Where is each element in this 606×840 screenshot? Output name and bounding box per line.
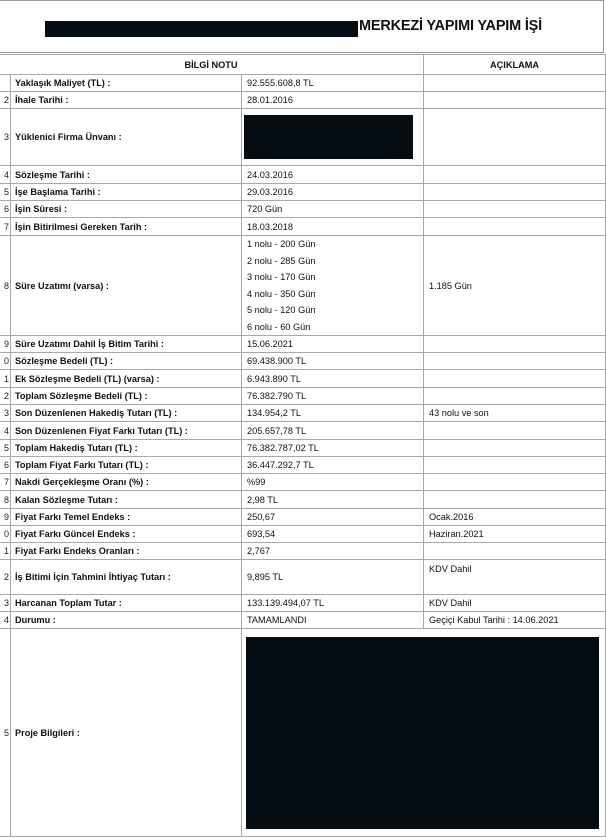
row-value: [242, 109, 424, 166]
extension-item: 3 nolu - 170 Gün: [247, 272, 316, 282]
row-number: 0: [0, 353, 11, 370]
row-note: KDV Dahil: [424, 595, 606, 612]
row-number: 9: [0, 336, 11, 353]
row-value: 133.139.494,07 TL: [242, 595, 424, 612]
row-note: KDV Dahil: [424, 560, 606, 595]
row-label: İşin Bitirilmesi Gereken Tarih :: [11, 218, 242, 236]
row-number: 7: [0, 474, 11, 491]
table-row: [0, 474, 606, 491]
table-row: [0, 422, 606, 440]
row-number: 8: [0, 236, 11, 336]
row-note: [424, 353, 606, 370]
row-number: 1: [0, 370, 11, 388]
row-number: 2: [0, 92, 11, 109]
table-row: [0, 388, 606, 405]
info-table: [0, 54, 606, 837]
row-number: 2: [0, 560, 11, 595]
row-note: [424, 201, 606, 218]
row-note: [424, 370, 606, 388]
redacted-block: [244, 115, 413, 159]
table-row: [0, 509, 606, 526]
title-box: [0, 0, 604, 53]
row-note: [424, 184, 606, 201]
row-value: 9,895 TL: [242, 560, 424, 595]
table-row: [0, 353, 606, 370]
redacted-block: [45, 21, 358, 37]
table-row: [0, 526, 606, 543]
extension-item: 1 nolu - 200 Gün: [247, 239, 316, 249]
table-row: [0, 201, 606, 218]
row-note: Geçiçi Kabul Tarihi : 14.06.2021: [424, 612, 606, 629]
row-number: 6: [0, 201, 11, 218]
row-number: 5: [0, 184, 11, 201]
row-number: 4: [0, 422, 11, 440]
table-row: [0, 629, 606, 837]
table-row: [0, 440, 606, 457]
row-number: 4: [0, 612, 11, 629]
row-label: Süre Uzatımı (varsa) :: [11, 236, 242, 336]
row-note: [424, 92, 606, 109]
row-value: 29.03.2016: [242, 184, 424, 201]
row-note: 1.185 Gün: [424, 236, 606, 336]
row-label: Yaklaşık Maliyet (TL) :: [11, 75, 242, 92]
table-row: [0, 336, 606, 353]
row-label: Proje Bilgileri :: [11, 629, 242, 837]
row-value: 134.954,2 TL: [242, 405, 424, 422]
extension-item: 2 nolu - 285 Gün: [247, 255, 316, 266]
table-row: [0, 405, 606, 422]
row-label: Durumu :: [11, 612, 242, 629]
row-label: Ek Sözleşme Bedeli (TL) (varsa) :: [11, 370, 242, 388]
row-value: 92.555.608,8 TL: [242, 75, 424, 92]
row-label: Sözleşme Bedeli (TL) :: [11, 353, 242, 370]
row-number: 3: [0, 405, 11, 422]
table-row: [0, 218, 606, 236]
row-note: [424, 422, 606, 440]
row-note: 43 nolu ve son: [424, 405, 606, 422]
row-label: İş Bitimi İçin Tahmini İhtiyaç Tutarı :: [11, 560, 242, 595]
row-number: 3: [0, 595, 11, 612]
row-number: 2: [0, 388, 11, 405]
row-label: Son Düzenlenen Fiyat Farkı Tutarı (TL) :: [11, 422, 242, 440]
table-row: [0, 560, 606, 595]
row-value: 36.447.292,7 TL: [242, 457, 424, 474]
row-note: [424, 75, 606, 92]
row-label: Süre Uzatımı Dahil İş Bitim Tarihi :: [11, 336, 242, 353]
row-note: [424, 457, 606, 474]
row-label: Toplam Fiyat Farkı Tutarı (TL) :: [11, 457, 242, 474]
table-row: [0, 75, 606, 92]
row-label: İşin Süresi :: [11, 201, 242, 218]
row-value: 76.382.790 TL: [242, 388, 424, 405]
row-number: 5: [0, 629, 11, 837]
row-label: İhale Tarihi :: [11, 92, 242, 109]
row-label: Fiyat Farkı Temel Endeks :: [11, 509, 242, 526]
row-value: 720 Gün: [242, 201, 424, 218]
row-label: Toplam Hakediş Tutarı (TL) :: [11, 440, 242, 457]
row-value: 15.06.2021: [242, 336, 424, 353]
row-number: 6: [0, 457, 11, 474]
table-row: [0, 491, 606, 509]
extension-item: 5 nolu - 120 Gün: [247, 305, 316, 315]
table-row: [0, 595, 606, 612]
row-label: Fiyat Farkı Endeks Oranları :: [11, 543, 242, 560]
row-number: 5: [0, 440, 11, 457]
row-note: Ocak.2016: [424, 509, 606, 526]
table-row: [0, 92, 606, 109]
project-info-area: [242, 629, 606, 837]
row-label: Sözleşme Tarihi :: [11, 166, 242, 184]
row-number: 0: [0, 526, 11, 543]
row-value: 250,67: [242, 509, 424, 526]
row-number: 8: [0, 491, 11, 509]
row-note: [424, 218, 606, 236]
table-row: [0, 457, 606, 474]
row-number: 4: [0, 166, 11, 184]
header-info: BİLGİ NOTU: [0, 55, 424, 75]
row-note: [424, 336, 606, 353]
table-row: [0, 166, 606, 184]
table-row: [0, 543, 606, 560]
header-row: [0, 55, 606, 75]
row-value: 28.01.2016: [242, 92, 424, 109]
row-value: 69.438.900 TL: [242, 353, 424, 370]
row-note: [424, 166, 606, 184]
header-note: AÇIKLAMA: [424, 55, 606, 75]
row-note: [424, 440, 606, 457]
row-note: [424, 109, 606, 166]
extension-item: 4 nolu - 350 Gün: [247, 288, 316, 299]
row-value: 76.382.787,02 TL: [242, 440, 424, 457]
document-title: MERKEZİ YAPIMI YAPIM İŞİ: [359, 18, 542, 34]
redacted-block: [246, 637, 599, 829]
extension-list: [242, 236, 424, 336]
row-number: 1: [0, 543, 11, 560]
row-value: 6.943.890 TL: [242, 370, 424, 388]
row-note: Haziran.2021: [424, 526, 606, 543]
row-label: Toplam Sözleşme Bedeli (TL) :: [11, 388, 242, 405]
row-note: [424, 474, 606, 491]
row-note: [424, 491, 606, 509]
row-number: 9: [0, 509, 11, 526]
row-number: 3: [0, 109, 11, 166]
row-value: 2,767: [242, 543, 424, 560]
row-label: Nakdi Gerçekleşme Oranı (%) :: [11, 474, 242, 491]
row-number: [0, 75, 11, 92]
table-row: [0, 184, 606, 201]
table-row: [0, 370, 606, 388]
table-row: [0, 236, 606, 336]
table-row: [0, 109, 606, 166]
row-value: 693,54: [242, 526, 424, 543]
row-number: 7: [0, 218, 11, 236]
row-value: 24.03.2016: [242, 166, 424, 184]
row-value: %99: [242, 474, 424, 491]
extension-item: 6 nolu - 60 Gün: [247, 321, 311, 332]
row-value: TAMAMLANDI: [242, 612, 424, 629]
row-label: Son Düzenlenen Hakediş Tutarı (TL) :: [11, 405, 242, 422]
table-row: [0, 612, 606, 629]
row-label: Fiyat Farkı Güncel Endeks :: [11, 526, 242, 543]
row-value: 2,98 TL: [242, 491, 424, 509]
row-label: Kalan Sözleşme Tutarı :: [11, 491, 242, 509]
row-label: Harcanan Toplam Tutar :: [11, 595, 242, 612]
row-value: 205.657,78 TL: [242, 422, 424, 440]
row-value: 18.03.2018: [242, 218, 424, 236]
row-note: [424, 543, 606, 560]
row-label: İşe Başlama Tarihi :: [11, 184, 242, 201]
row-note: [424, 388, 606, 405]
row-label: Yüklenici Firma Ünvanı :: [11, 109, 242, 166]
